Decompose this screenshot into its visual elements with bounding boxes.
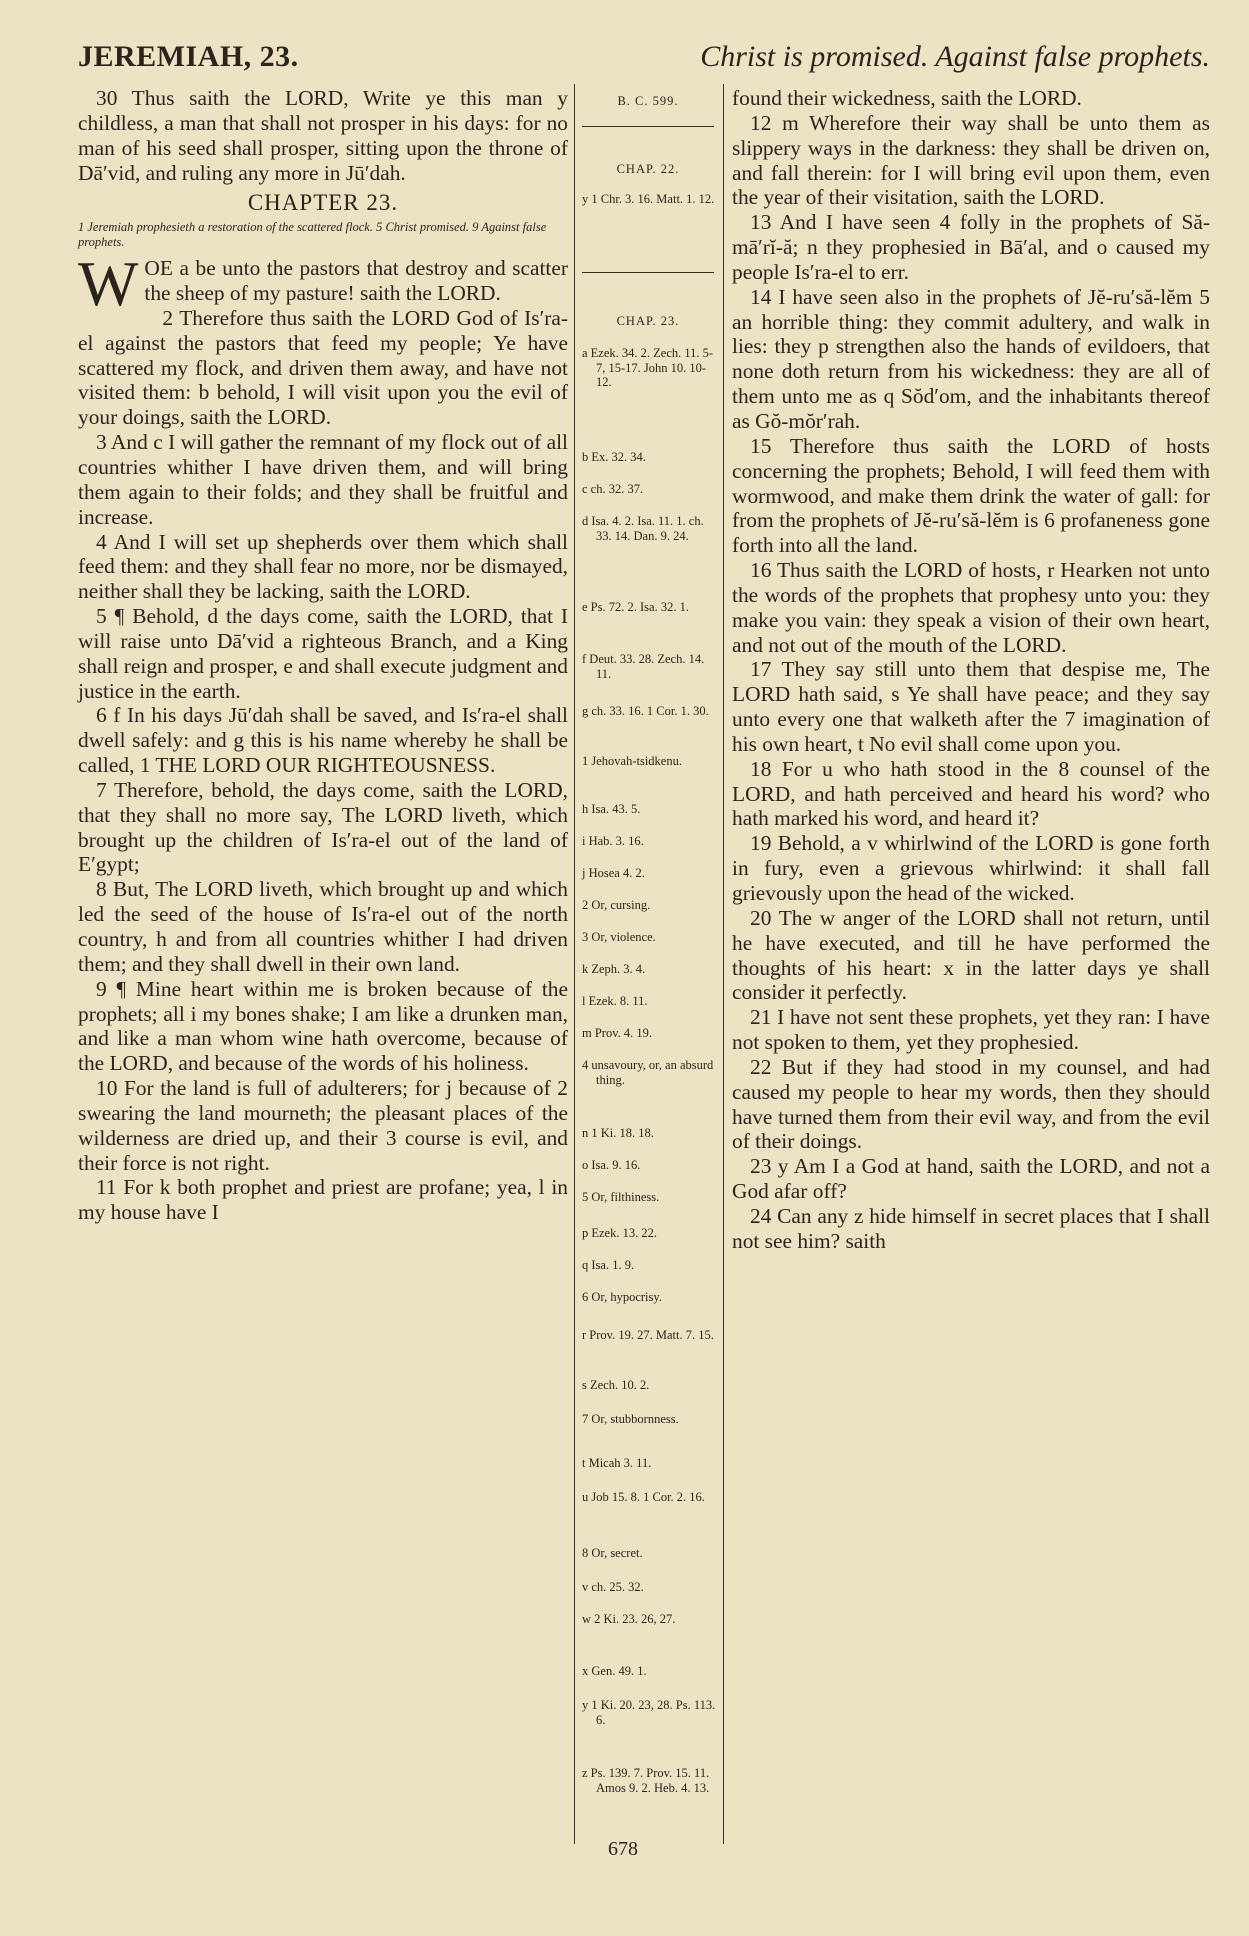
verse-14: 14 I have seen also in the prophets of Jĕ-ru′să-lĕm 5 an horrible thing: they commit adultery, and walk in lies: they p strengthen also the hands of evildoers, that none doth return from his wickedness: they are all of them unto me as q Sŏd′om, and the inhabitants thereof as Gŏ-mŏr′rah. [732,284,1210,433]
running-header [78,40,1210,84]
verse-18: 18 For u who hath stood in the 8 counsel of the LORD, and hath perceived and heard his word? who hath marked his word, and heard it? [732,756,1210,831]
verse-2: 2 Therefore thus saith the LORD God of Is′ra-el against the pastors that feed my people; Ye have scattered my flock, and driven them away, and have not visited them: b behold, I will visit upon you the evil of your doings, saith the LORD. [78,305,568,430]
verse-12: 12 m Wherefore their way shall be unto them as slippery ways in the darkness: they shall be driven on, and fall therein: for I will bring evil upon them, even the year of their visitation, saith the LORD. [732,110,1210,210]
verse-22: 22 But if they had stood in my counsel, and had caused my people to hear my words, then they should have turned them from their evil way, and from the evil of their doings. [732,1054,1210,1154]
margin-note: b Ex. 32. 34. [582,450,646,464]
margin-note: x Gen. 49. 1. [582,1664,647,1678]
verse-11: 11 For k both prophet and priest are profane; yea, l in my house have I [78,1175,568,1225]
margin-note: i Hab. 3. 16. [582,834,644,848]
margin-note: a Ezek. 34. 2. Zech. 11. 5-7, 15-17. John 10. 10-12. [582,346,714,389]
chapter-summary: 1 Jeremiah prophesieth a restoration of the scattered flock. 5 Christ promised. 9 Against false prophets. [78,220,547,250]
margin-note: 3 Or, violence. [582,930,656,944]
column-rule-right [723,84,724,1844]
verse-3: 3 And c I will gather the remnant of my flock out of all countries whither I have driven them, and will bring them again to their folds; and they shall be fruitful and increase. [78,430,568,529]
book-chapter-heading: JEREMIAH, 23. [78,40,299,73]
margin-note: e Ps. 72. 2. Isa. 32. 1. [582,600,689,614]
margin-note: 1 Jehovah-tsidkenu. [582,754,682,768]
drop-cap: W [78,248,139,320]
margin-note: z Ps. 139. 7. Prov. 15. 11. Amos 9. 2. Heb. 4. 13. [582,1766,710,1795]
running-title: Christ is promised. Against false prophets. [700,40,1210,73]
margin-note: w 2 Ki. 23. 26, 27. [582,1612,676,1626]
verse-20: 20 The w anger of the LORD shall not return, until he have executed, and till he have performed the thoughts of his heart: x in the latter days ye shall consider it perfectly. [732,905,1210,1005]
verse-15: 15 Therefore thus saith the LORD of hosts concerning the prophets; Behold, I will feed them with wormwood, and make them drink the water of gall: for from the prophets of Jĕ-ru′să-lĕm is 6 profaneness gone forth into all the land. [732,433,1210,558]
verse-5: 5 ¶ Behold, d the days come, saith the LORD, that I will raise unto Dā′vid a righteous Branch, and a King shall reign and prosper, e and shall execute judgment and justice in the earth. [78,604,568,703]
margin-note: t Micah 3. 11. [582,1456,652,1470]
margin-note: y 1 Ki. 20. 23, 28. Ps. 113. 6. [582,1698,716,1727]
left-text-column [78,86,568,1225]
verse-24: 24 Can any z hide himself in secret places that I shall not see him? saith [732,1203,1210,1253]
verse-4: 4 And I will set up shepherds over them which shall feed them: and they shall fear no more, nor be dismayed, neither shall they be lacking, saith the LORD. [78,529,568,604]
verse-7: 7 Therefore, behold, the days come, saith the LORD, that they shall no more say, The LORD liveth, which brought up the children of Is′ra-el out of the land of E′gypt; [78,777,568,877]
margin-note: 5 Or, filthiness. [582,1190,660,1204]
margin-rule [582,126,714,127]
margin-note: u Job 15. 8. 1 Cor. 2. 16. [582,1490,705,1504]
verse-6: 6 f In his days Jū′dah shall be saved, and Is′ra-el shall dwell safely: and g this is his name whereby he shall be called, 1 THE LORD OUR RIGHTEOUSNESS. [78,703,568,778]
verse-16: 16 Thus saith the LORD of hosts, r Hearken not unto the words of the prophets that prophesy unto you: they make you vain: they speak a vision of their own heart, and not out of the mouth of the LORD. [732,558,1210,657]
verse-19: 19 Behold, a v whirlwind of the LORD is gone forth in fury, even a grievous whirlwind: it shall fall grievously upon the head of the wicked. [732,831,1210,905]
margin-note: j Hosea 4. 2. [582,866,645,880]
margin-note: d Isa. 4. 2. Isa. 11. 1. ch. 33. 14. Dan. 9. 24. [582,514,704,543]
margin-note: s Zech. 10. 2. [582,1378,650,1392]
margin-note: m Prov. 4. 19. [582,1026,653,1040]
margin-date: B. C. 599. [617,94,679,108]
margin-note: q Isa. 1. 9. [582,1258,635,1272]
verse-22-30: 30 Thus saith the LORD, Write ye this man y childless, a man that shall not prosper in his days: for no man of his seed shall prosper, sitting upon the throne of Dā′vid, and ruling any more in Jū′dah. [78,86,568,185]
margin-note: h Isa. 43. 5. [582,802,641,816]
margin-chap-23: CHAP. 23. [616,314,680,328]
verse-1-text: OE a be unto the pastors that destroy and scatter the sheep of my pasture! saith the LORD. [144,256,568,306]
margin-note: f Deut. 33. 28. Zech. 14. 11. [582,652,705,681]
margin-note: 7 Or, stubbornness. [582,1412,679,1426]
margin-chap-22: CHAP. 22. [616,162,680,176]
verse-8: 8 But, The LORD liveth, which brought up and which led the seed of the house of Is′ra-el out of the north country, h and from all countries whither I had driven them; and they shall dwell in their own land. [78,877,568,976]
column-rule-left [574,84,575,1844]
verse-21: 21 I have not sent these prophets, yet they ran: I have not spoken to them, yet they prophesied. [732,1005,1210,1055]
chapter-title: CHAPTER 23. [247,190,399,216]
margin-note: c ch. 32. 37. [582,482,644,496]
margin-note: p Ezek. 13. 22. [582,1226,657,1240]
verse-10: 10 For the land is full of adulterers; for j because of 2 swearing the land mourneth; the pleasant places of the wilderness are dried up, and their 3 course is evil, and their force is not right. [78,1076,568,1175]
margin-note: 2 Or, cursing. [582,898,651,912]
verse-17: 17 They say still unto them that despise me, The LORD hath said, s Ye shall have peace; and they say unto every one that walketh after the 7 imagination of his own heart, t No evil shall come upon you. [732,657,1210,756]
margin-note: 8 Or, secret. [582,1546,643,1560]
page-number: 678 [608,1838,638,1860]
margin-note: 6 Or, hypocrisy. [582,1290,662,1304]
margin-note: v ch. 25. 32. [582,1580,644,1594]
margin-note: y 1 Chr. 3. 16. Matt. 1. 12. [582,192,715,206]
right-text-column [732,86,1210,1254]
margin-note: g ch. 33. 16. 1 Cor. 1. 30. [582,704,709,718]
margin-note: n 1 Ki. 18. 18. [582,1126,654,1140]
verse-11-continued: found their wickedness, saith the LORD. [732,86,1082,110]
margin-note: 4 unsavoury, or, an absurd thing. [582,1058,714,1087]
margin-note: l Ezek. 8. 11. [582,994,648,1008]
margin-note: r Prov. 19. 27. Matt. 7. 15. [582,1328,714,1342]
verse-13: 13 And I have seen 4 folly in the prophets of Să-mā′rĭ-ă; n they prophesied in Bā′al, and o caused my people Is′ra-el to err. [732,210,1210,284]
verse-23: 23 y Am I a God at hand, saith the LORD, and not a God afar off? [732,1154,1210,1204]
margin-rule [582,272,714,273]
margin-note: o Isa. 9. 16. [582,1158,641,1172]
verse-9: 9 ¶ Mine heart within me is broken because of the prophets; all i my bones shake; I am like a drunken man, and like a man whom wine hath overcome, because of the LORD, and because of the words of his holiness. [78,976,568,1076]
margin-note: k Zeph. 3. 4. [582,962,646,976]
verse-1 [78,248,568,320]
